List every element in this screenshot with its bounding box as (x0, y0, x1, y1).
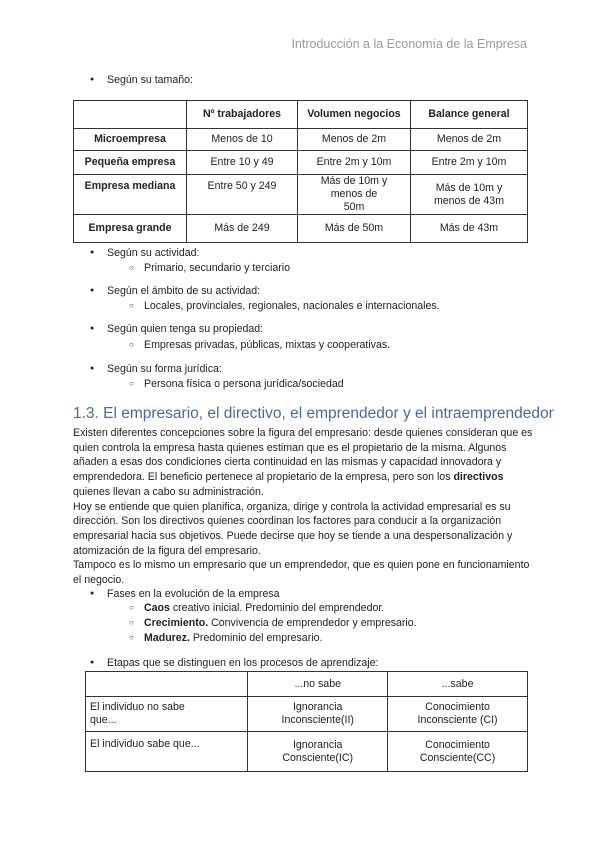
table-cell: Conocimiento Consciente(CC) (388, 732, 528, 772)
table-header-cell: Volumen negocios (298, 101, 411, 129)
bold-text: Crecimiento. (144, 617, 209, 629)
text: creativo inicial. Predominio del emprendedor. (169, 602, 385, 614)
table-cell: Menos de 10 (187, 129, 298, 151)
paragraph (73, 426, 533, 500)
table-cell: Ignorancia Consciente(IC) (248, 732, 388, 772)
table-row (86, 732, 528, 772)
table-cell: Más de 50m (298, 215, 411, 243)
list-item: ● Según su actividad: (107, 247, 199, 259)
sub-list-item: ○ Persona física o persona jurídica/sociedad (144, 378, 344, 390)
list-item: ● Según quien tenga su propiedad: (107, 323, 263, 335)
table-row (74, 151, 528, 175)
sub-list-item: ○ Locales, provinciales, regionales, nacionales e internacionales. (144, 300, 440, 312)
table-header-cell (86, 672, 248, 697)
row-header: Empresa grande (74, 215, 187, 243)
table-cell: Más de 10m y menos de 50m (298, 175, 411, 215)
paragraph: Tampoco es lo mismo un empresario que un emprendedor, que es quien pone en funcionamiento el negocio. (73, 559, 530, 587)
bold-text: directivos (453, 471, 504, 484)
row-header: El individuo no sabe que... (86, 697, 248, 732)
table-cell: Menos de 2m (298, 129, 411, 151)
page-header: Introducción a la Economía de la Empresa (291, 37, 527, 51)
list-item: ● Según su forma jurídica: (107, 363, 222, 375)
table-cell: Conocimiento Inconsciente (CI) (388, 697, 528, 732)
company-size-table (73, 100, 528, 243)
list-item: ● Según el ámbito de su actividad: (107, 285, 260, 297)
table-header-cell: Nº trabajadores (187, 101, 298, 129)
table-row (86, 697, 528, 732)
row-header: Microempresa (74, 129, 187, 151)
table-header-cell: Balance general (411, 101, 528, 129)
section-title: 1.3. El empresario, el directivo, el emprendedor y el intraemprendedor (73, 405, 554, 422)
text: Existen diferentes concepciones sobre la figura del empresario: desde quienes consideran que es quien controla la empresa hasta quienes estiman que es el propietario de la misma. Algunos añaden a esas dos condiciones cierta continuidad en las mismas y capacidad innovadora y emprendedora. El beneficio pertenece al propietario de la empresa, pero son los (73, 427, 533, 484)
table-cell: Más de 249 (187, 215, 298, 243)
table-row (74, 175, 528, 215)
table-cell: Menos de 2m (411, 129, 528, 151)
table-cell: Más de 43m (411, 215, 528, 243)
sub-list-item: ○ Empresas privadas, públicas, mixtas y cooperativas. (144, 339, 390, 351)
table-header-cell: ...sabe (388, 672, 528, 697)
row-header: El individuo sabe que... (86, 732, 248, 772)
row-header: Pequeña empresa (74, 151, 187, 175)
learning-stages-table (85, 671, 528, 772)
text: quienes llevan a cabo su administración. (73, 485, 264, 498)
list-item: ● Etapas que se distinguen en los procesos de aprendizaje: (107, 657, 379, 669)
bold-text: Madurez. (144, 632, 190, 644)
table-cell: Ignorancia Inconsciente(II) (248, 697, 388, 732)
text: Convivencia de emprendedor y empresario. (208, 617, 417, 629)
body-text (73, 426, 533, 588)
sub-list-item (144, 617, 417, 629)
bold-text: Caos (144, 602, 170, 614)
sub-list-item: ○ Primario, secundario y terciario (144, 262, 290, 274)
size-bullet: ● Según su tamaño: (107, 74, 193, 86)
table-cell: Más de 10m y menos de 43m (411, 175, 528, 215)
paragraph: Hoy se entiende que quien planifica, organiza, dirige y controla la actividad empresarial es su dirección. Son los directivos quienes coordinan los factores para conducir a la organización empresarial hacia sus objetivos. Puede decirse que hoy se tiende a una despersonalización y atomización de la figura del empresario. (73, 500, 513, 557)
row-header: Empresa mediana (74, 175, 187, 215)
table-cell: Entre 2m y 10m (298, 151, 411, 175)
table-cell: Entre 10 y 49 (187, 151, 298, 175)
table-cell: Entre 50 y 249 (187, 175, 298, 215)
sub-list-item (144, 602, 384, 614)
table-header-cell: ...no sabe (248, 672, 388, 697)
table-cell: Entre 2m y 10m (411, 151, 528, 175)
list-item: ● Fases en la evolución de la empresa (107, 588, 280, 600)
table-header-row (74, 101, 528, 129)
table-row (74, 129, 528, 151)
text: Predominio del empresario. (189, 632, 323, 644)
sub-list-item (144, 632, 322, 644)
table-row (74, 215, 528, 243)
table-header-row (86, 672, 528, 697)
table-header-cell (74, 101, 187, 129)
